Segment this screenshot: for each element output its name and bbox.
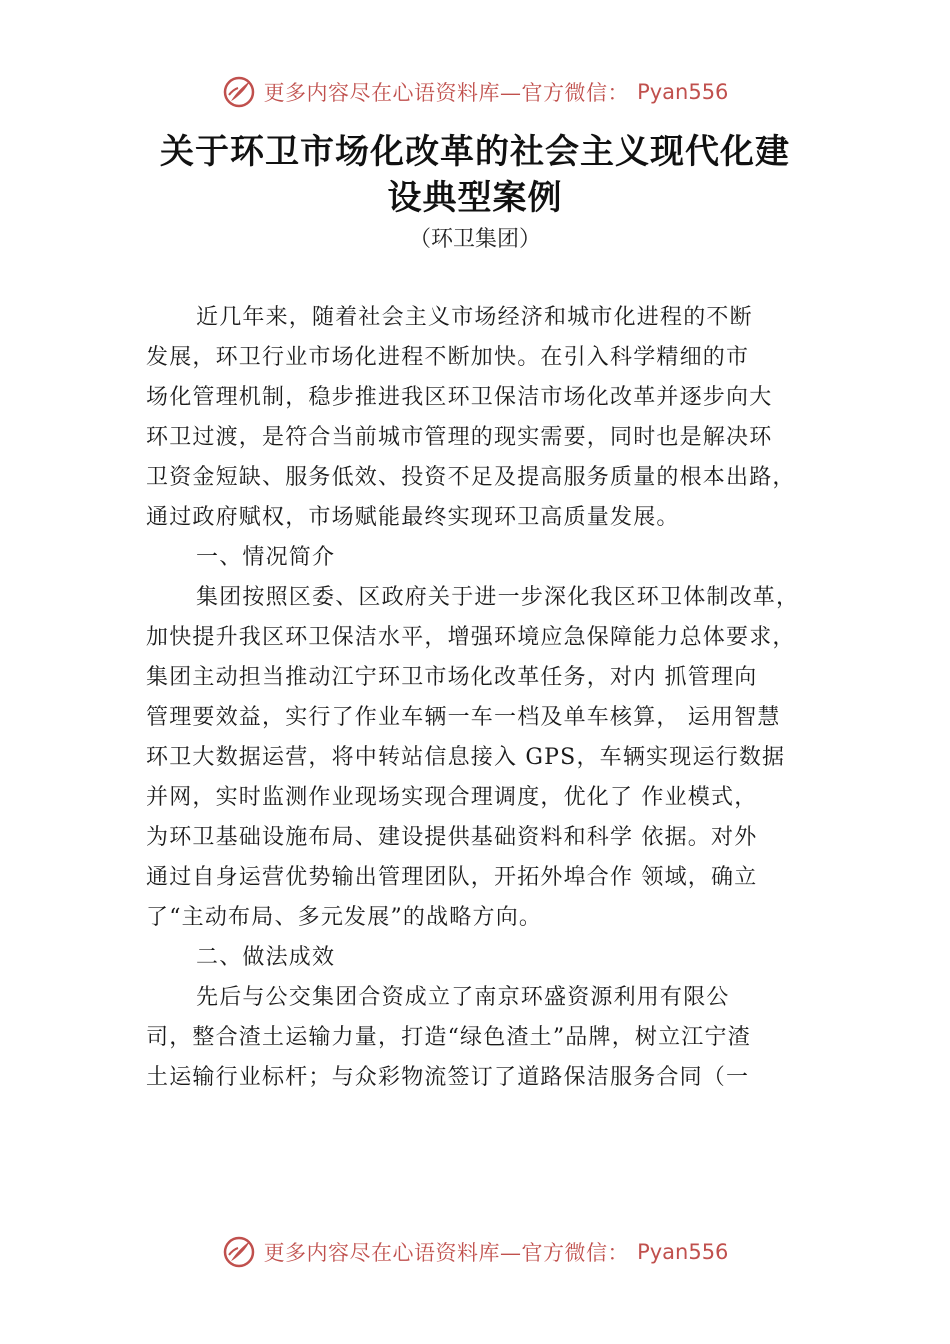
paragraph-line: 近几年来，随着社会主义市场经济和城市化进程的不断 <box>196 305 753 330</box>
section-heading: 一、情况简介 <box>196 545 336 570</box>
document-title-line-1: 关于环卫市场化改革的社会主义现代化建 <box>160 132 790 172</box>
paragraph-line: 通过自身运营优势输出管理团队，开拓外埠合作 领域，确立 <box>146 865 758 890</box>
paragraph-line: 集团主动担当推动江宁环卫市场化改革任务，对内 抓管理向 <box>146 665 758 690</box>
watermark-text: 更多内容尽在心语资料库—官方微信： <box>263 1241 630 1265</box>
quill-seal-icon <box>222 75 256 109</box>
paragraph-line: 场化管理机制，稳步推进我区环卫保洁市场化改革并逐步向大 <box>146 385 773 410</box>
paragraph-line: 了“主动布局、多元发展”的战略方向。 <box>146 905 543 930</box>
watermark-footer <box>0 1232 950 1272</box>
paragraph-line: 并网，实时监测作业现场实现合理调度，优化了 作业模式， <box>146 785 758 810</box>
paragraph-line: 环卫过渡，是符合当前城市管理的现实需要，同时也是解决环 <box>146 425 773 450</box>
section-heading: 二、做法成效 <box>196 945 336 970</box>
paragraph-line: 先后与公交集团合资成立了南京环盛资源利用有限公 <box>196 985 730 1010</box>
paragraph-line: 通过政府赋权，市场赋能最终实现环卫高质量发展。 <box>146 505 680 530</box>
paragraph-line: 司，整合渣土运输力量，打造“绿色渣土”品牌，树立江宁渣 <box>146 1025 751 1050</box>
paragraph-line: 发展，环卫行业市场化进程不断加快。在引入科学精细的市 <box>146 345 750 370</box>
paragraph-line: 加快提升我区环卫保洁水平，增强环境应急保障能力总体要求， <box>146 625 796 650</box>
paragraph-line: 为环卫基础设施布局、建设提供基础资料和科学 依据。对外 <box>146 825 758 850</box>
watermark-header <box>0 72 950 112</box>
watermark-text: 更多内容尽在心语资料库—官方微信： <box>263 81 630 105</box>
paragraph-line: 管理要效益，实行了作业车辆一车一档及单车核算， 运用智慧 <box>146 705 781 730</box>
watermark-wechat-id: Pyan556 <box>637 80 729 104</box>
document-subtitle: （环卫集团） <box>408 227 541 252</box>
document-title-line-2: 设典型案例 <box>387 178 563 218</box>
paragraph-line: 集团按照区委、区政府关于进一步深化我区环卫体制改革， <box>196 585 800 610</box>
watermark-wechat-id: Pyan556 <box>637 1240 729 1264</box>
quill-seal-icon <box>222 1235 256 1269</box>
paragraph-line: 土运输行业标杆；与众彩物流签订了道路保洁服务合同（一 <box>146 1065 750 1090</box>
document-body <box>146 298 846 1098</box>
paragraph-line: 卫资金短缺、服务低效、投资不足及提高服务质量的根本出路， <box>146 465 796 490</box>
paragraph-line: 环卫大数据运营，将中转站信息接入 GPS，车辆实现运行数据 <box>146 745 786 770</box>
